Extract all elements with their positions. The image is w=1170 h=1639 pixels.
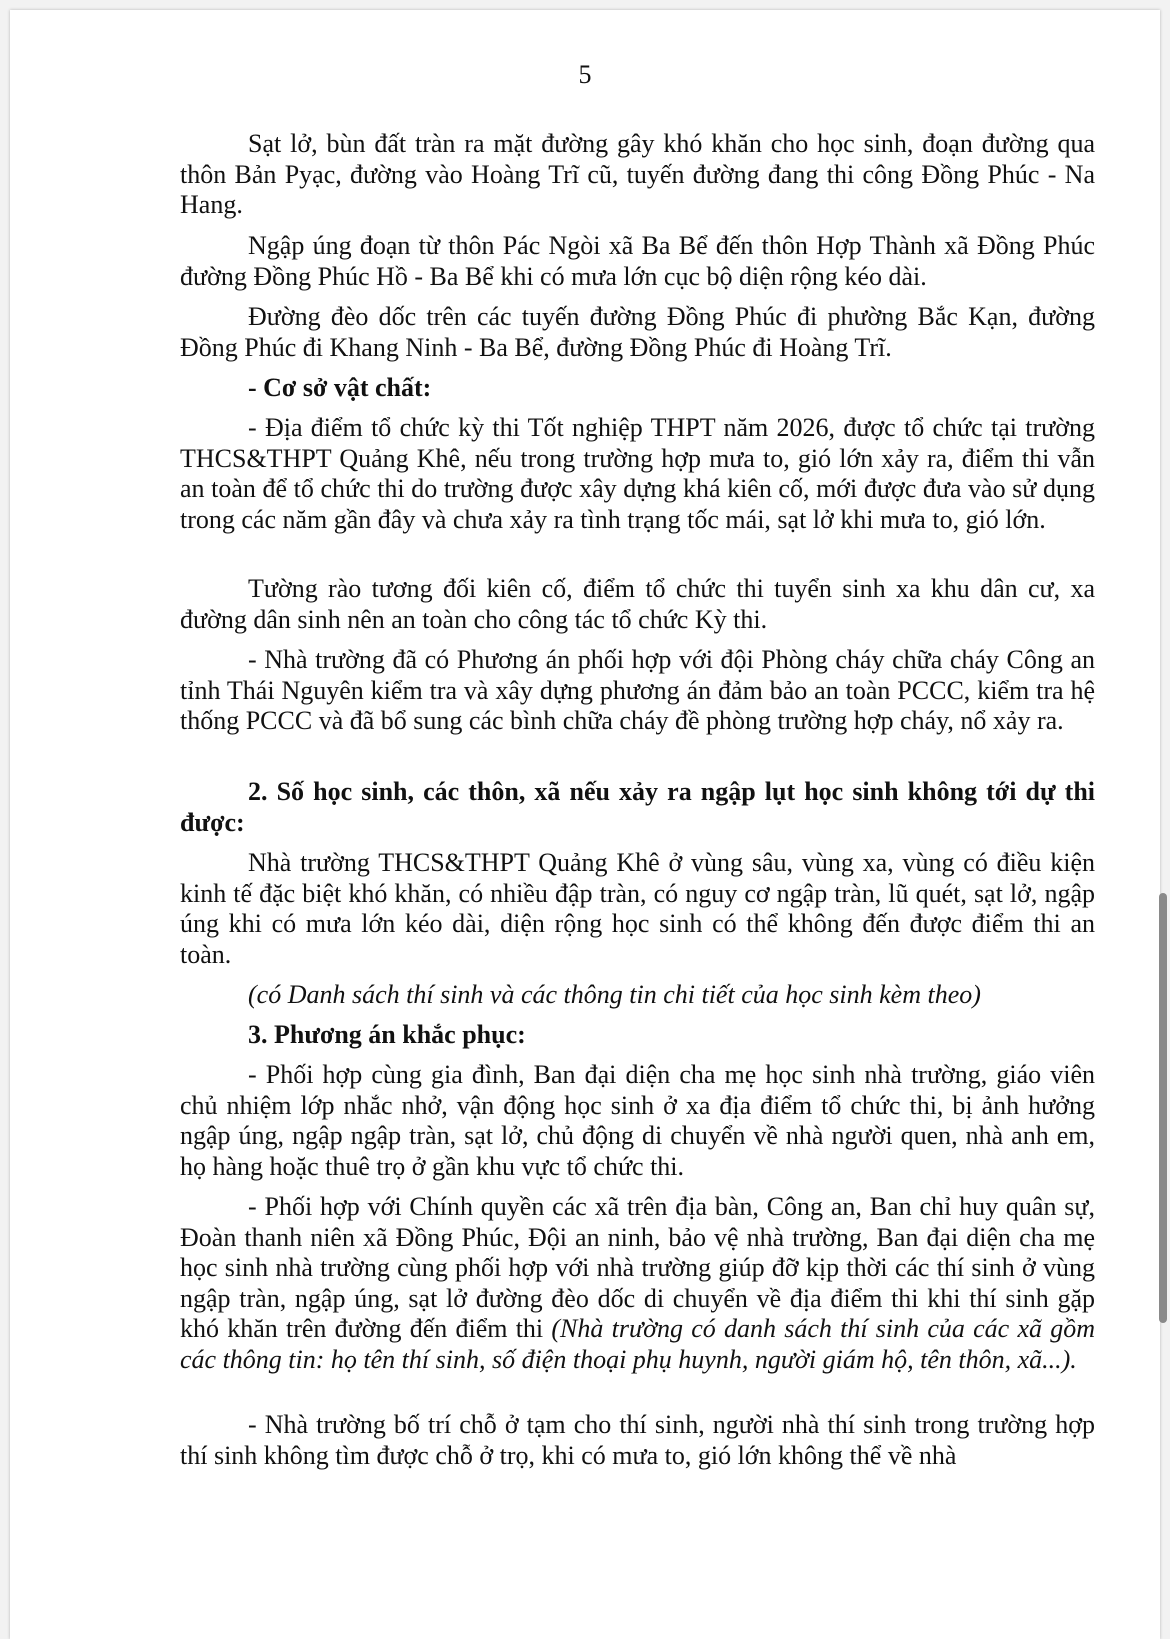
vertical-scrollbar[interactable] bbox=[1159, 893, 1167, 1323]
paragraph-authority-coordination-italic: (Nhà trường có danh sách thí sinh của các xã gồm các thông tin: họ tên thí sinh, số điện thoại phụ huynh, người giám hộ, tên thôn, xã...). bbox=[180, 1314, 1096, 1374]
heading-section-3: 3. Phương án khắc phục: bbox=[248, 1020, 526, 1049]
paragraph-fence: Tường rào tương đối kiên cố, điểm tổ chức thi tuyển sinh xa khu dân cư, xa đường dân sinh nên an toàn cho công tác tổ chức Kỳ thi. bbox=[180, 574, 1095, 634]
page-number: 5 bbox=[578, 60, 592, 89]
paragraph-family-coordination: - Phối hợp cùng gia đình, Ban đại diện cha mẹ học sinh nhà trường, giáo viên chủ nhiệm lớp nhắc nhở, vận động học sinh ở xa địa điểm tổ chức thi, bị ảnh hưởng ngập úng, ngập ngập tràn, sạt lở, chủ động di chuyển về nhà người quen, nhà anh em, họ hàng hoặc thuê trọ ở gần khu vực tổ chức thi. bbox=[180, 1060, 1095, 1181]
paragraph-fire-safety: - Nhà trường đã có Phương án phối hợp với đội Phòng cháy chữa cháy Công an tỉnh Thái Nguyên kiểm tra và xây dựng phương án đảm bảo an toàn PCCC, kiểm tra hệ thống PCCC và đã bổ sung các bình chữa cháy đề phòng trường hợp cháy, nổ xảy ra. bbox=[180, 645, 1095, 735]
document-page bbox=[10, 10, 1160, 1639]
paragraph-authority-coordination bbox=[180, 1192, 1095, 1375]
paragraph-flooding-roads: Ngập úng đoạn từ thôn Pác Ngòi xã Ba Bể đến thôn Hợp Thành xã Đồng Phúc đường Đồng Phúc Hồ - Ba Bể khi có mưa lớn cục bộ diện rộng kéo dài. bbox=[180, 231, 1095, 291]
paragraph-landslide-roads: Sạt lở, bùn đất tràn ra mặt đường gây khó khăn cho học sinh, đoạn đường qua thôn Bản Pyạc, đường vào Hoàng Trĩ cũ, tuyến đường đang thi công Đồng Phúc - Na Hang. bbox=[180, 129, 1095, 219]
paragraph-remote-area: Nhà trường THCS&THPT Quảng Khê ở vùng sâu, vùng xa, vùng có điều kiện kinh tế đặc biệt khó khăn, có nhiều đập tràn, có nguy cơ ngập tràn, lũ quét, sạt lở, ngập úng khi có mưa lớn kéo dài, diện rộng học sinh có thể không đến được điểm thi an toàn. bbox=[180, 848, 1095, 969]
heading-section-2: 2. Số học sinh, các thôn, xã nếu xảy ra ngập lụt học sinh không tới dự thi được: bbox=[180, 777, 1095, 837]
paragraph-exam-venue: - Địa điểm tổ chức kỳ thi Tốt nghiệp THPT năm 2026, được tổ chức tại trường THCS&THPT Quảng Khê, nếu trong trường hợp mưa to, gió lớn xảy ra, điểm thi vẫn an toàn để tổ chức thi do trường được xây dựng khá kiên cố, mới được đưa vào sử dụng trong các năm gần đây và chưa xảy ra tình trạng tốc mái, sạt lở khi mưa to, gió lớn. bbox=[180, 413, 1095, 534]
paragraph-attachment-note: (có Danh sách thí sinh và các thông tin chi tiết của học sinh kèm theo) bbox=[248, 980, 981, 1009]
heading-facilities: - Cơ sở vật chất: bbox=[248, 373, 432, 402]
paragraph-authority-coordination-text: - Phối hợp với Chính quyền các xã trên địa bàn, Công an, Ban chỉ huy quân sự, Đoàn thanh niên xã Đồng Phúc, Đội an ninh, bảo vệ nhà trường, Ban đại diện cha mẹ học sinh nhà trường cùng phối hợp với nhà trường giúp đỡ kịp thời các thí sinh ở vùng ngập tràn, ngập úng, sạt lở đường đèo dốc di chuyển về địa điểm thi khi thí sinh gặp khó khăn trên đường đến điểm thi bbox=[180, 1192, 1095, 1343]
paragraph-steep-roads: Đường đèo dốc trên các tuyến đường Đồng Phúc đi phường Bắc Kạn, đường Đồng Phúc đi Khang Ninh - Ba Bể, đường Đồng Phúc đi Hoàng Trĩ. bbox=[180, 302, 1095, 362]
paragraph-temporary-housing: - Nhà trường bố trí chỗ ở tạm cho thí sinh, người nhà thí sinh trong trường hợp thí sinh không tìm được chỗ ở trọ, khi có mưa to, gió lớn không thể về nhà bbox=[180, 1410, 1095, 1470]
